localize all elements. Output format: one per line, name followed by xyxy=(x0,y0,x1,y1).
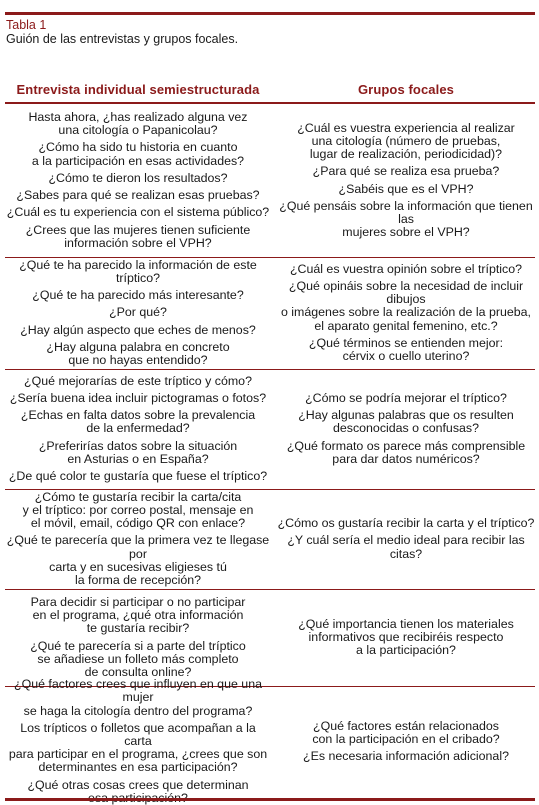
question-left: ¿Cómo te gustaría recibir la carta/cita y el tríptico: por correo postal, mensaje en el móvil, email, código QR con enlace? xyxy=(22,489,254,531)
question-left: Para decidir si participar o no participar en el programa, ¿qué otra información te gustaría recibir? xyxy=(30,594,246,636)
question-left: ¿De qué color te gustaría que fuese el tríptico? xyxy=(8,469,268,483)
question-right: ¿Cómo se podría mejorar el tríptico? xyxy=(305,390,507,405)
table-row xyxy=(5,489,535,589)
question-right: ¿Hay algunas palabras que os resulten desconocidas o confusas? xyxy=(298,408,514,436)
question-left: ¿Hay alguna palabra en concreto que no hayas entendido? xyxy=(46,339,230,368)
question-left: ¿Sería buena idea incluir pictogramas o fotos? xyxy=(9,390,267,405)
question-left: ¿Qué otras cosas crees que determinan xyxy=(27,777,249,792)
question-right: ¿Y cuál sería el medio ideal para recibir las citas? xyxy=(287,533,525,561)
question-left: ¿Sabes para qué se realizan esas pruebas? xyxy=(16,188,260,203)
interview-cell xyxy=(5,104,271,257)
question-left: ¿Por qué? xyxy=(109,305,167,320)
question-left: ¿Qué te ha parecido la información de este tríptico? xyxy=(19,257,257,285)
question-left: ¿Qué te ha parecido más interesante? xyxy=(32,288,244,303)
question-right: ¿Sabéis que es el VPH? xyxy=(338,181,474,196)
question-right: ¿Es necesaria información adicional? xyxy=(303,749,509,764)
question-left: ¿Cómo ha sido tu historia en cuanto a la participación en esas actividades? xyxy=(31,140,245,168)
question-left: ¿Qué factores crees que influyen en que una mujer se haga la citología dentro del programa? xyxy=(14,677,262,718)
question-left: ¿Hay algún aspecto que eches de menos? xyxy=(20,322,256,337)
question-left: ¿Cómo te dieron los resultados? xyxy=(48,170,228,185)
focus-group-cell xyxy=(275,369,537,489)
table-row xyxy=(5,677,535,797)
question-right: ¿Qué factores están relacionados con la participación en el cribado? xyxy=(312,718,500,746)
interview-cell xyxy=(5,489,271,589)
bottom-rule xyxy=(5,798,535,801)
column-header-interview: Entrevista individual semiestructurada xyxy=(16,82,260,97)
question-left: ¿Preferirías datos sobre la situación en Asturias o en España? xyxy=(38,438,238,466)
interview-cell xyxy=(5,369,271,489)
table-row xyxy=(5,369,535,489)
interview-cell xyxy=(5,589,271,686)
table-caption xyxy=(6,18,238,47)
question-right: ¿Para qué se realiza esa prueba? xyxy=(312,164,500,179)
table-row xyxy=(5,257,535,369)
column-header-focus-groups: Grupos focales xyxy=(357,82,455,97)
question-left: ¿Qué mejorarías de este tríptico y cómo? xyxy=(24,373,252,388)
question-right: ¿Cómo os gustaría recibir la carta y el tríptico? xyxy=(277,516,535,531)
question-right: ¿Cuál es vuestra experiencia al realizar una citología (número de pruebas, lugar de realización, periodicidad)? xyxy=(297,120,515,162)
question-right: ¿Qué importancia tienen los materiales informativos que recibiréis respecto a la participación? xyxy=(298,616,514,658)
interview-cell xyxy=(5,677,271,797)
question-left: Hasta ahora, ¿has realizado alguna vez una citología o Papanicolau? xyxy=(28,110,248,138)
question-right: ¿Qué pensáis sobre la información que tienen las mujeres sobre el VPH? xyxy=(279,198,533,240)
top-rule xyxy=(5,12,535,15)
question-left: Los trípticos o folletos que acompañan a la carta para participar en el programa, ¿crees que son determinantes en esa participación? xyxy=(8,720,268,775)
question-left: ¿Qué te parecería si a parte del tríptico se añadiese un folleto más completo de consulta online? xyxy=(30,638,246,679)
question-right: ¿Qué opináis sobre la necesidad de incluir dibujos o imágenes sobre la realización de la prueba, el aparato genital femenino, etc.? xyxy=(280,278,532,333)
question-right: ¿Qué términos se entienden mejor: cérvix o cuello uterino? xyxy=(308,335,504,363)
question-right: ¿Qué formato os parece más comprensible para dar datos numéricos? xyxy=(286,438,526,466)
question-right: ¿Cuál es vuestra opinión sobre el tríptico? xyxy=(289,261,523,276)
table-row xyxy=(5,589,535,686)
interview-cell xyxy=(5,257,271,369)
focus-group-cell xyxy=(275,257,537,369)
focus-group-cell xyxy=(275,686,537,797)
question-left: ¿Crees que las mujeres tienen suficiente información sobre el VPH? xyxy=(25,222,251,250)
focus-group-cell xyxy=(275,104,537,257)
focus-group-cell xyxy=(275,489,537,589)
table-row xyxy=(5,104,535,257)
table-title: Guión de las entrevistas y grupos focales. xyxy=(6,32,239,46)
question-left: ¿Qué te parecería que la primera vez te llegase por carta y en sucesivas eligieses tú la forma de recepción? xyxy=(6,533,270,588)
question-left: ¿Echas en falta datos sobre la prevalencia de la enfermedad? xyxy=(20,408,256,436)
focus-group-cell xyxy=(275,589,537,686)
table-label: Tabla 1 xyxy=(6,18,47,32)
question-left: ¿Cuál es tu experiencia con el sistema público? xyxy=(6,205,270,220)
